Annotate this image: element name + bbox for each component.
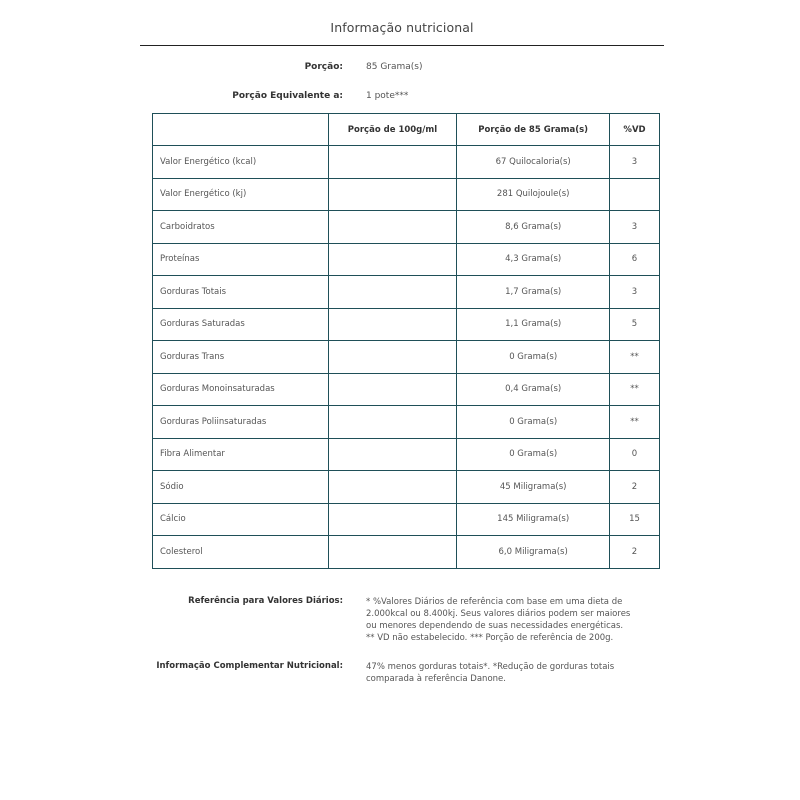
nutrient-name: Carboidratos — [153, 211, 329, 244]
per-serving-value: 1,1 Grama(s) — [457, 308, 610, 341]
per-serving-value: 67 Quilocaloria(s) — [457, 146, 610, 179]
per-100-value — [328, 438, 457, 471]
vd-value: 2 — [610, 536, 660, 569]
header-per-100: Porção de 100g/ml — [328, 114, 457, 146]
vd-value: 3 — [610, 276, 660, 309]
serving-label: Porção: — [304, 62, 343, 72]
complementary-label: Informação Complementar Nutricional: — [156, 661, 343, 671]
vd-value: 5 — [610, 308, 660, 341]
vd-value: 15 — [610, 503, 660, 536]
reference-text: * %Valores Diários de referência com base em uma dieta de 2.000kcal ou 8.400kj. Seus valores diários podem ser maiores ou menores dependendo de suas necessidades energéticas. ** VD não estabelecido. *** Porção de referência de 200g. — [366, 597, 631, 643]
per-serving-value: 0 Grama(s) — [457, 341, 610, 374]
per-100-value — [328, 373, 457, 406]
table-row — [153, 536, 660, 569]
vd-value: 6 — [610, 243, 660, 276]
table-row — [153, 308, 660, 341]
per-serving-value: 0 Grama(s) — [457, 406, 610, 439]
table-row — [153, 178, 660, 211]
complementary-text: 47% menos gorduras totais*. *Redução de gorduras totais comparada à referência Danone. — [366, 662, 615, 684]
table-row — [153, 211, 660, 244]
nutrient-name: Proteínas — [153, 243, 329, 276]
vd-value: 3 — [610, 211, 660, 244]
per-100-value — [328, 243, 457, 276]
title-divider — [140, 45, 664, 46]
per-serving-value: 6,0 Miligrama(s) — [457, 536, 610, 569]
per-100-value — [328, 471, 457, 504]
table-row — [153, 503, 660, 536]
per-serving-value: 0,4 Grama(s) — [457, 373, 610, 406]
per-serving-value: 45 Miligrama(s) — [457, 471, 610, 504]
per-serving-value: 0 Grama(s) — [457, 438, 610, 471]
nutrient-name: Colesterol — [153, 536, 329, 569]
nutrient-name: Sódio — [153, 471, 329, 504]
table-row — [153, 406, 660, 439]
table-row — [153, 438, 660, 471]
per-100-value — [328, 341, 457, 374]
nutrient-name: Gorduras Poliinsaturadas — [153, 406, 329, 439]
table-row — [153, 373, 660, 406]
equivalent-label: Porção Equivalente a: — [232, 91, 343, 101]
table-row — [153, 341, 660, 374]
vd-value: 3 — [610, 146, 660, 179]
per-100-value — [328, 308, 457, 341]
vd-value — [610, 178, 660, 211]
table-row — [153, 276, 660, 309]
per-serving-value: 145 Miligrama(s) — [457, 503, 610, 536]
nutrient-name: Valor Energético (kcal) — [153, 146, 329, 179]
nutrient-name: Cálcio — [153, 503, 329, 536]
vd-value: ** — [610, 373, 660, 406]
per-100-value — [328, 406, 457, 439]
per-100-value — [328, 536, 457, 569]
nutrient-name: Gorduras Totais — [153, 276, 329, 309]
vd-value: 2 — [610, 471, 660, 504]
vd-value: ** — [610, 406, 660, 439]
per-serving-value: 8,6 Grama(s) — [457, 211, 610, 244]
table-body — [153, 146, 660, 569]
per-100-value — [328, 276, 457, 309]
nutrient-name: Valor Energético (kj) — [153, 178, 329, 211]
nutrient-name: Gorduras Trans — [153, 341, 329, 374]
header-per-serving: Porção de 85 Grama(s) — [457, 114, 610, 146]
header-vd: %VD — [610, 114, 660, 146]
page-title: Informação nutricional — [330, 20, 474, 35]
header-nutrient — [153, 114, 329, 146]
nutrient-name: Gorduras Monoinsaturadas — [153, 373, 329, 406]
vd-value: ** — [610, 341, 660, 374]
reference-label: Referência para Valores Diários: — [188, 596, 343, 606]
per-serving-value: 1,7 Grama(s) — [457, 276, 610, 309]
table-row — [153, 243, 660, 276]
per-100-value — [328, 503, 457, 536]
per-100-value — [328, 146, 457, 179]
table-header-row — [153, 114, 660, 146]
per-serving-value: 281 Quilojoule(s) — [457, 178, 610, 211]
table-row — [153, 146, 660, 179]
per-100-value — [328, 178, 457, 211]
per-100-value — [328, 211, 457, 244]
nutrient-name: Fibra Alimentar — [153, 438, 329, 471]
equivalent-value: 1 pote*** — [366, 91, 409, 101]
per-serving-value: 4,3 Grama(s) — [457, 243, 610, 276]
serving-value: 85 Grama(s) — [366, 62, 423, 72]
vd-value: 0 — [610, 438, 660, 471]
nutrition-table — [152, 113, 660, 569]
table-row — [153, 471, 660, 504]
nutrient-name: Gorduras Saturadas — [153, 308, 329, 341]
